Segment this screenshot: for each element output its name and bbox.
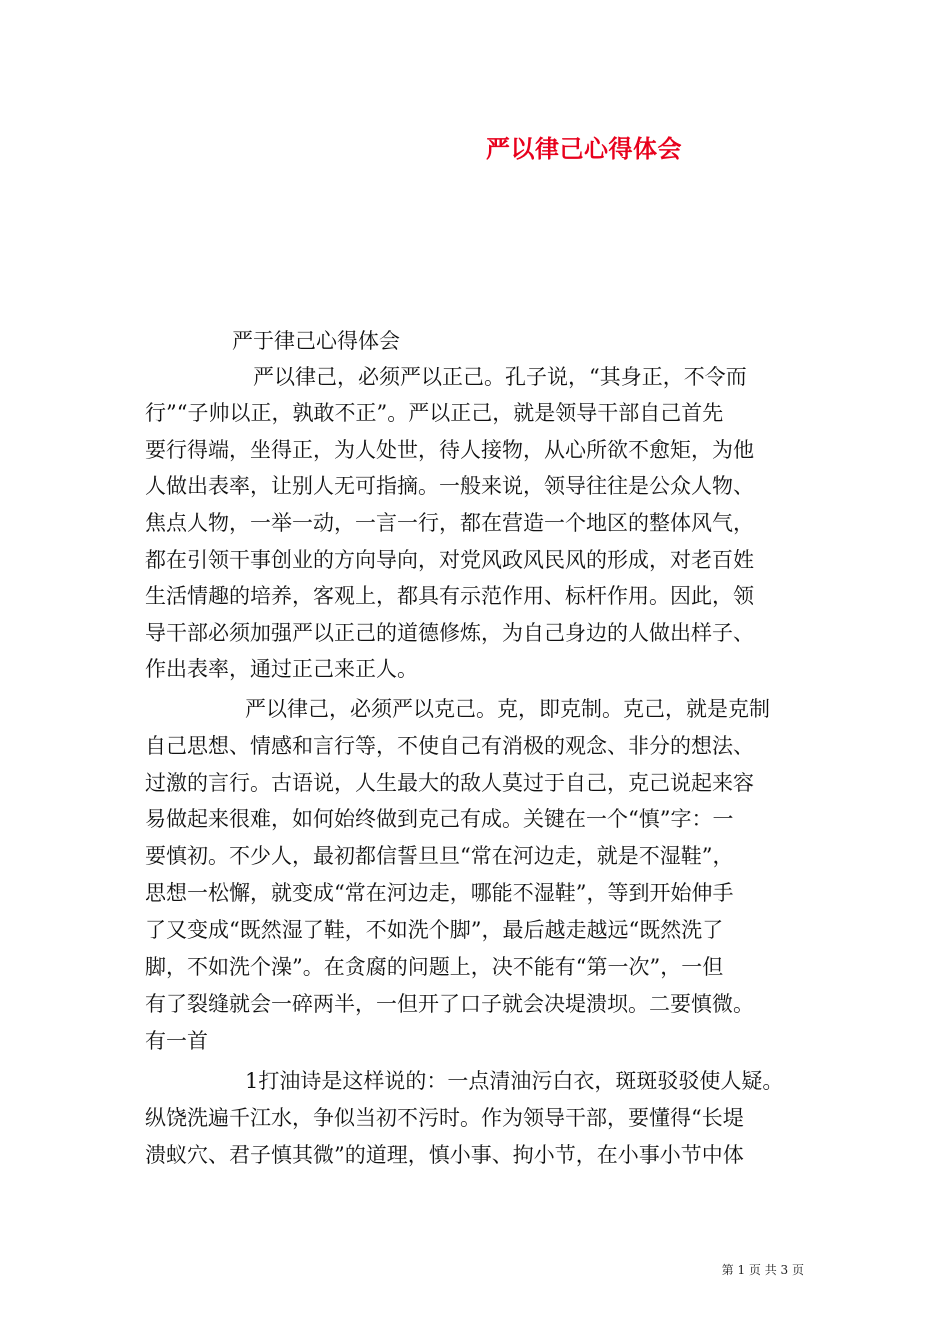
body-text-line: 严以律己，必须严以克己。克，即克制。克己，就是克制 <box>245 697 770 721</box>
body-text-line: 要慎初。不少人，最初都信誓旦旦“常在河边走，就是不湿鞋”， <box>145 844 734 868</box>
body-text-line: 有了裂缝就会一碎两半，一但开了口子就会决堤溃坝。二要慎微。 <box>145 992 754 1016</box>
body-text-line: 脚，不如洗个澡”。在贪腐的问题上，决不能有“第一次”，一但 <box>145 955 724 979</box>
body-text-line: 1打油诗是这样说的：一点清油污白衣，斑斑驳驳使人疑。 <box>245 1069 784 1093</box>
body-text-line: 都在引领干事创业的方向导向，对党风政风民风的形成，对老百姓 <box>145 548 754 572</box>
body-text-line: 要行得端，坐得正，为人处世，待人接物，从心所欲不愈矩，为他 <box>145 438 754 462</box>
body-text-line: 严以律己，必须严以正己。孔子说，“其身正，不令而 <box>253 365 747 389</box>
body-text-line: 导干部必须加强严以正己的道德修炼，为自己身边的人做出样子、 <box>145 621 754 645</box>
body-text-line: 溃蚁穴、君子慎其微”的道理，慎小事、拘小节，在小事小节中体 <box>145 1143 744 1167</box>
body-text-line: 易做起来很难，如何始终做到克己有成。关键在一个“慎”字：一 <box>145 807 734 831</box>
body-text-line: 焦点人物，一举一动，一言一行，都在营造一个地区的整体风气， <box>145 511 754 535</box>
body-text-line: 纵饶洗遍千江水，争似当初不污时。作为领导干部，要懂得“长堤 <box>145 1106 744 1130</box>
body-text-line: 了又变成“既然湿了鞋，不如洗个脚”，最后越走越远“既然洗了 <box>145 918 724 942</box>
document-title: 严以律己心得体会 <box>486 134 682 163</box>
body-text-line: 自己思想、情感和言行等，不使自己有消极的观念、非分的想法、 <box>145 734 754 758</box>
body-text-line: 思想一松懈，就变成“常在河边走，哪能不湿鞋”，等到开始伸手 <box>145 881 734 905</box>
body-text-line: 生活情趣的培养，客观上，都具有示范作用、标杆作用。因此，领 <box>145 584 754 608</box>
document-subheading: 严于律己心得体会 <box>232 329 400 353</box>
page-footer: 第 1 页 共 3 页 <box>721 1263 804 1277</box>
body-text-line: 有一首 <box>145 1029 208 1053</box>
body-text-line: 作出表率，通过正己来正人。 <box>145 657 418 681</box>
body-text-line: 过激的言行。古语说，人生最大的敌人莫过于自己，克己说起来容 <box>145 771 754 795</box>
body-text-line: 人做出表率，让别人无可指摘。一般来说，领导往往是公众人物、 <box>145 474 754 498</box>
body-text-line: 行”“子帅以正，孰敢不正”。严以正己，就是领导干部自己首先 <box>145 401 724 425</box>
